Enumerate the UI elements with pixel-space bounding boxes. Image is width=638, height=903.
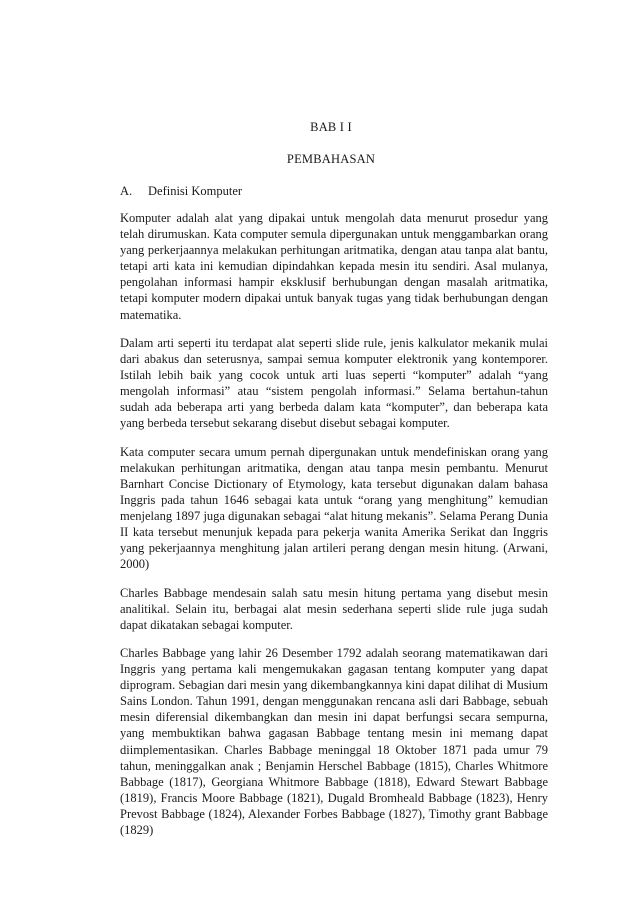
subsection-number: A.	[120, 184, 133, 198]
subsection-heading	[120, 184, 242, 199]
paragraph-babbage-biography: Charles Babbage yang lahir 26 Desember 1792 adalah seorang matematikawan dari Inggris yang pertama kali mengemukakan gagasan tentang komputer yang dapat diprogram. Sebagian dari mesin yang dikembangkannya kini dapat dilihat di Musium Sains London. Tahun 1991, dengan menggunakan rencana asli dari Babbage, sebuah mesin diferensial dikembangkan dan mesin ini dapat berfungsi secara sempurna, yang membuktikan bahwa gagasan Babbage tentang mesin ini memang dapat diimplementasikan. Charles Babbage meninggal 18 Oktober 1871 pada umur 79 tahun, meninggalkan anak ; Benjamin Herschel Babbage (1815), Charles Whitmore Babbage (1817), Georgiana Whitmore Babbage (1818), Edward Stewart Babbage (1819), Francis Moore Babbage (1821), Dugald Bromheald Babbage (1823), Henry Prevost Babbage (1824), Alexander Forbes Babbage (1827), Timothy grant Babbage (1829)	[120, 646, 548, 838]
paragraph-definition: Komputer adalah alat yang dipakai untuk mengolah data menurut prosedur yang telah dirumuskan. Kata computer semula dipergunakan untuk menggambarkan orang yang perkerjaannya melakukan perhitungan aritmatika, dengan atau tanpa alat bantu, tetapi arti kata ini kemudian dipindahkan kepada mesin itu sendiri. Asal mulanya, pengolahan informasi hampir eksklusif berhubungan dengan masalah aritmatika, tetapi komputer modern dipakai untuk banyak tugas yang tidak berhubungan dengan matematika.	[120, 211, 548, 322]
chapter-heading: BAB I I	[310, 120, 352, 134]
subsection-title: Definisi Komputer	[148, 184, 243, 198]
paragraph-analytical-engine: Charles Babbage mendesain salah satu mesin hitung pertama yang disebut mesin analitikal. Selain itu, berbagai alat mesin sederhana seperti slide rule juga sudah dapat dikatakan sebagai komputer.	[120, 585, 548, 632]
body-text	[120, 210, 548, 850]
paragraph-etymology: Kata computer secara umum pernah dipergunakan untuk mendefiniskan orang yang melakukan perhitungan aritmatika, dengan atau tanpa mesin pembantu. Menurut Barnhart Concise Dictionary of Etymology, kata tersebut digunakan dalam bahasa Inggris pada tahun 1646 sebagai kata untuk “orang yang menghitung” kemudian menjelang 1897 juga digunakan sebagai “alat hitung mekanis”. Selama Perang Dunia II kata tersebut menunjuk kepada para pekerja wanita Amerika Serikat dan Inggris yang pekerjaannya menghitung jalan artileri perang dengan mesin hitung. (Arwani, 2000)	[120, 444, 548, 572]
paragraph-broad-meaning: Dalam arti seperti itu terdapat alat seperti slide rule, jenis kalkulator mekanik mulai dari abakus dan seterusnya, sampai semua komputer elektronik yang kontemporer. Istilah lebih baik yang cocok untuk arti luas seperti “komputer” adalah “yang mengolah informasi” atau “sistem pengolah informasi.” Selama bertahun-tahun sudah ada beberapa arti yang berbeda dalam kata “komputer”, dan beberapa kata yang berbeda tersebut sekarang disebut disebut sebagai komputer.	[120, 335, 548, 431]
section-title: PEMBAHASAN	[286, 152, 376, 166]
